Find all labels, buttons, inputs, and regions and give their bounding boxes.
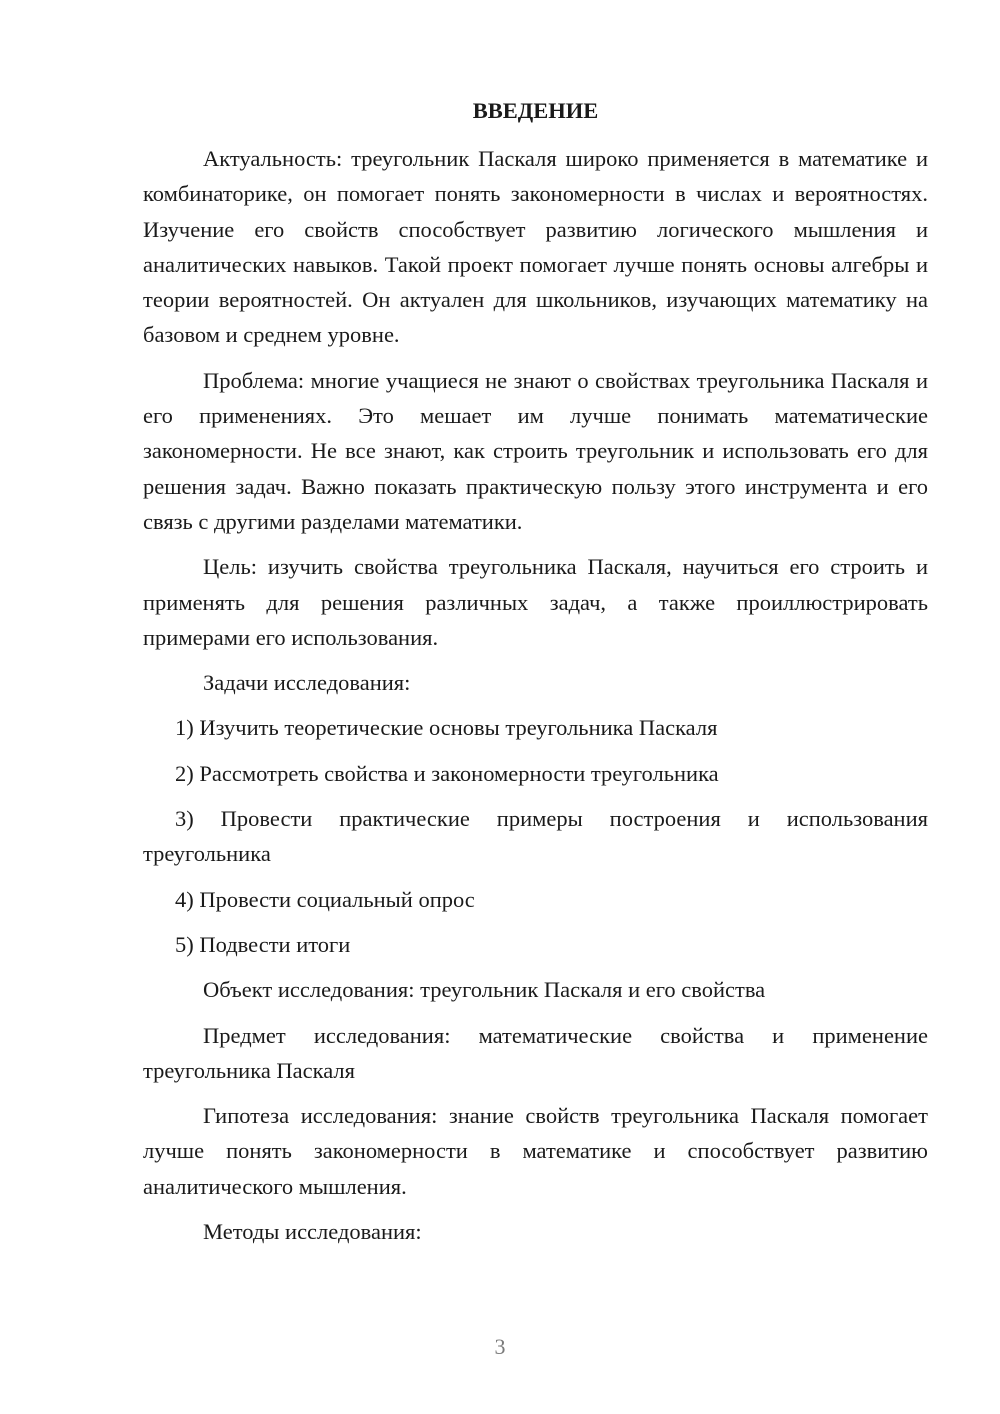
task-item-1: 1) Изучить теоретические основы треугольника Паскаля [175,715,718,741]
document-page [143,95,928,1259]
paragraph-goal: Цель: изучить свойства треугольника Паскаля, научиться его строить и применять для решения различных задач, а также проиллюстрировать примерами его использования. [143,554,928,650]
paragraph-object: Объект исследования: треугольник Паскаля и его свойства [203,977,766,1003]
task-item-4: 4) Провести социальный опрос [175,886,475,912]
paragraph-hypothesis: Гипотеза исследования: знание свойств треугольника Паскаля помогает лучше понять закономерности в математике и способствует развитию аналитического мышления. [143,1103,928,1199]
task-item-2: 2) Рассмотреть свойства и закономерности треугольника [175,760,719,786]
paragraph-subject: Предмет исследования: математические свойства и применение треугольника Паскаля [143,1022,928,1083]
task-item-5: 5) Подвести итоги [175,931,351,957]
task-item-3: 3) Провести практические примеры построения и использования треугольника [143,806,928,867]
page-number: 3 [494,1334,506,1359]
methods-heading: Методы исследования: [203,1219,422,1245]
paragraph-relevance: Актуальность: треугольник Паскаля широко применяется в математике и комбинаторике, он помогает понять закономерности в числах и вероятностях. Изучение его свойств способствует развитию логического мышления и аналитических навыков. Такой проект помогает лучше понять основы алгебры и теории вероятностей. Он актуален для школьников, изучающих математику на базовом и среднем уровне. [143,146,928,348]
section-title: ВВЕДЕНИЕ [472,98,599,123]
tasks-heading: Задачи исследования: [203,670,411,696]
paragraph-problem: Проблема: многие учащиеся не знают о свойствах треугольника Паскаля и его применениях. Это мешает им лучше понимать математические закономерности. Не все знают, как строить треугольник и использовать его для решения задач. Важно показать практическую пользу этого инструмента и его связь с другими разделами математики. [143,367,928,534]
